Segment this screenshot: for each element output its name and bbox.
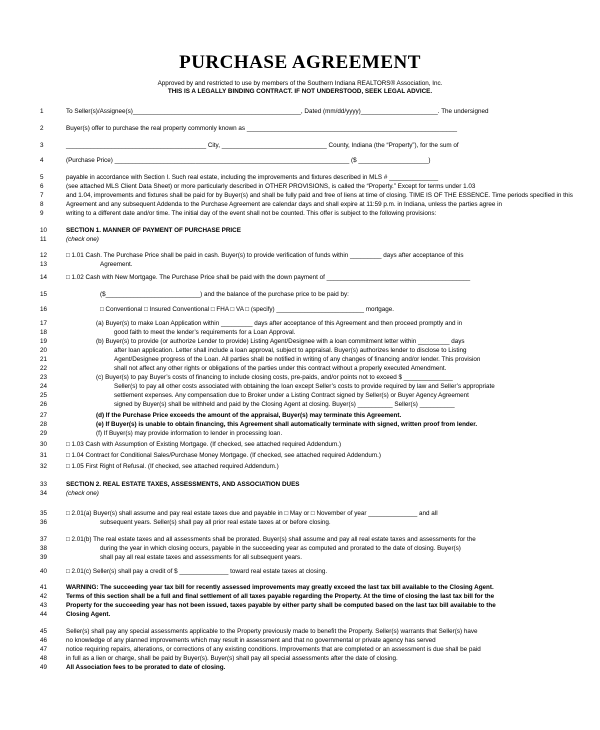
line-number: 1 (40, 108, 44, 115)
line-number: 9 (40, 210, 44, 217)
agreement-line: writing to a different date and/or time. The initial day of the event shall not be counted. This offer is subject to the following provisions: (66, 210, 437, 217)
agreement-line: settlement expenses. Any compensation due to Broker under a Listing Contract signed by Seller(s) or Buyer Agency Agreement (114, 392, 469, 399)
agreement-line: (check one) (66, 236, 99, 243)
agreement-line: To Seller(s)/Assignee(s)________________________________________________, Dated (mm/dd/yyyy)______________________. The undersigned (66, 108, 489, 115)
line-number: 12 (40, 252, 48, 259)
agreement-line: payable in accordance with Section I. Such real estate, including the improvements and fixtures described in MLS # ______________ (66, 174, 439, 181)
legal-warning: THIS IS A LEGALLY BINDING CONTRACT. IF NOT UNDERSTOOD, SEEK LEGAL ADVICE. (167, 88, 433, 95)
agreement-line: (c) Buyer(s) to pay Buyer’s costs of financing to include closing costs, pre-paids, and/or points not to exceed $ ______________ (96, 374, 453, 381)
agreement-line: good faith to meet the lender’s requirements for a Loan Approval. (114, 329, 296, 336)
agreement-line: no knowledge of any planned improvements which may result in assessment and that no governmental or private agency has served (66, 637, 436, 644)
line-number: 33 (40, 481, 48, 488)
agreement-line: □ 1.04 Contract for Conditional Sales/Purchase Money Mortgage. (If checked, see attached required Addendum.) (66, 452, 381, 459)
line-number: 35 (40, 510, 48, 517)
line-number: 44 (40, 611, 48, 618)
line-number: 41 (40, 584, 48, 591)
line-number: 31 (40, 452, 48, 459)
line-number: 39 (40, 554, 48, 561)
agreement-line: shall pay all real estate taxes and assessments for all subsequent years. (100, 554, 302, 561)
agreement-line: (e) If Buyer(s) is unable to obtain financing, this Agreement shall automatically terminate with signed, written proof from lender. (96, 421, 478, 428)
line-number: 15 (40, 291, 48, 298)
line-number: 40 (40, 568, 48, 575)
line-number: 10 (40, 227, 48, 234)
agreement-line: Closing Agent. (66, 611, 111, 618)
line-number: 28 (40, 421, 48, 428)
line-number: 24 (40, 383, 48, 390)
agreement-line: shall not affect any other rights or obligations of the parties under this contract without a properly executed Amendment. (114, 365, 447, 372)
line-number: 27 (40, 412, 48, 419)
line-number: 48 (40, 655, 48, 662)
line-number: 13 (40, 261, 48, 268)
agreement-line: Seller(s) shall pay any special assessments applicable to the Property previously made to benefit the Property. Seller(s) warrants that Seller(s) have (66, 628, 478, 635)
line-number: 45 (40, 628, 48, 635)
agreement-line: □ 1.03 Cash with Assumption of Existing Mortgage. (If checked, see attached required Addendum.) (66, 441, 342, 448)
line-number: 11 (40, 236, 47, 243)
line-number: 25 (40, 392, 48, 399)
agreement-line: □ 2.01(b) The real estate taxes and all assessments shall be prorated. Buyer(s) shall assume and pay all real estate taxes and assessments for the (66, 536, 476, 543)
agreement-line: Seller(s) to pay all other costs associated with obtaining the loan except Seller’s costs to provide required by law and Seller’s appropriate (114, 383, 495, 390)
line-number: 5 (40, 174, 44, 181)
agreement-line: notice requiring repairs, alterations, or corrections of any existing conditions. Improvements that are completed or an assessment is due shall be paid (66, 646, 481, 653)
line-number: 38 (40, 545, 48, 552)
agreement-line: (Purchase Price) ___________________________________________________________________ ($ ____________________) (66, 157, 431, 164)
line-number: 4 (40, 157, 44, 164)
agreement-line: Agreement. (100, 261, 133, 268)
agreement-line: (d) If the Purchase Price exceeds the amount of the appraisal, Buyer(s) may terminate this Agreement. (96, 412, 402, 419)
agreement-line: SECTION 1. MANNER OF PAYMENT OF PURCHASE PRICE (66, 227, 241, 234)
line-number: 8 (40, 201, 44, 208)
line-number: 37 (40, 536, 48, 543)
line-number: 32 (40, 463, 48, 470)
line-number: 26 (40, 401, 48, 408)
agreement-line: during the year in which closing occurs, payable in the succeeding year as computed and prorated to the date of closing. Buyer(s) (100, 545, 461, 552)
agreement-line: □ Conventional □ Insured Conventional □ FHA □ VA □ (specify) _________________________ mortgage. (100, 306, 395, 313)
line-number: 36 (40, 519, 48, 526)
line-number: 23 (40, 374, 48, 381)
agreement-line: ________________________________________ City, ______________________________ County, Indiana (the “Property”), for the sum of (66, 142, 459, 149)
agreement-line: □ 1.05 First Right of Refusal. (If checked, see attached required Addendum.) (66, 463, 279, 470)
line-number: 29 (40, 430, 48, 437)
agreement-line: ($___________________________) and the balance of the purchase price to be paid by: (100, 291, 349, 298)
agreement-line: in full as a lien or charge, shall be paid by Buyer(s). Buyer(s) shall pay all special assessments after the date of closing. (66, 655, 398, 662)
approval-notice: Approved by and restricted to use by members of the Southern Indiana REALTORS® Association, Inc. (157, 80, 443, 87)
agreement-line: □ 2.01(a) Buyer(s) shall assume and pay real estate taxes due and payable in □ May or □ November of year ______________ and all (66, 510, 438, 517)
line-number: 22 (40, 365, 48, 372)
line-number: 19 (40, 338, 48, 345)
agreement-line: Buyer(s) offer to purchase the real property commonly known as ____________________________________________________________ (66, 125, 457, 132)
line-number: 47 (40, 646, 48, 653)
agreement-line: Terms of this section shall be a full and final settlement of all taxes payable regarding the Property. At the time of closing the last tax bill for the (66, 593, 495, 600)
agreement-line: (f) If Buyer(s) may provide information to lender in processing loan. (96, 430, 283, 437)
agreement-line: (see attached MLS Client Data Sheet) or more particularly described in OTHER PROVISIONS, is called the “Property.” Except for terms under 1.03 (66, 183, 476, 190)
agreement-line: Property for the succeeding year has not been issued, taxes payable by either party shall be computed based on the last tax bill available to the (66, 602, 496, 609)
agreement-line: WARNING: The succeeding year tax bill for recently assessed improvements may greatly exceed the last tax bill available to the Closing Agent. (66, 584, 494, 591)
agreement-line: SECTION 2. REAL ESTATE TAXES, ASSESSMENTS, AND ASSOCIATION DUES (66, 481, 300, 488)
agreement-line: (check one) (66, 490, 99, 497)
line-number: 20 (40, 347, 48, 354)
line-number: 7 (40, 192, 44, 199)
line-number: 17 (40, 320, 48, 327)
agreement-line: All Association fees to be prorated to date of closing. (66, 664, 226, 671)
line-number: 14 (40, 274, 48, 281)
agreement-line: and 1.04, improvements and fixtures shall be paid for by Buyer(s) and shall be fully paid and free of liens at time of closing. TIME IS OF THE ESSENCE. Time periods specified in this (66, 192, 573, 199)
line-number: 6 (40, 183, 44, 190)
agreement-line: □ 1.02 Cash with New Mortgage. The Purchase Price shall be paid with the down payment of _________________________________________ (66, 274, 471, 281)
line-number: 21 (40, 356, 48, 363)
line-number: 18 (40, 329, 48, 336)
agreement-line: subsequent years. Seller(s) shall pay all prior real estate taxes at or before closing. (100, 519, 331, 526)
line-number: 46 (40, 637, 48, 644)
agreement-line: □ 1.01 Cash. The Purchase Price shall be paid in cash. Buyer(s) to provide verification of funds within _________ days after acceptance of this (66, 252, 464, 259)
document-title: PURCHASE AGREEMENT (179, 52, 421, 73)
line-number: 34 (40, 490, 48, 497)
agreement-line: signed by Buyer(s) shall be withheld and paid by the Closing Agent at closing. Buyer(s) __________ Seller(s) __________ (114, 401, 455, 408)
line-number: 16 (40, 306, 48, 313)
line-number: 49 (40, 664, 48, 671)
line-number: 3 (40, 142, 44, 149)
agreement-line: (b) Buyer(s) to provide (or authorize Lender to provide) Listing Agent/Designee with a loan commitment letter within _________ days (96, 338, 465, 345)
agreement-line: (a) Buyer(s) to make Loan Application within _________ days after acceptance of this Agreement and then proceed promptly and in (96, 320, 463, 327)
agreement-line: Agent/Designee progress of the Loan. All parties shall be notified in writing of any changes of financing and/or lender. This provision (114, 356, 481, 363)
agreement-line: □ 2.01(c) Seller(s) shall pay a credit of $ ______________ toward real estate taxes at closing. (66, 568, 328, 575)
line-number: 43 (40, 602, 48, 609)
agreement-line: Agreement and any subsequent Addenda to the Purchase Agreement are calendar days and shall expire at 11:59 p.m. in Indiana, unless the parties agree in (66, 201, 503, 208)
agreement-line: after loan application. Letter shall include a loan approval, subject to appraisal. Buyer(s) authorizes lender to disclose to Listing (114, 347, 467, 354)
line-number: 30 (40, 441, 48, 448)
line-number: 42 (40, 593, 48, 600)
line-number: 2 (40, 125, 44, 132)
